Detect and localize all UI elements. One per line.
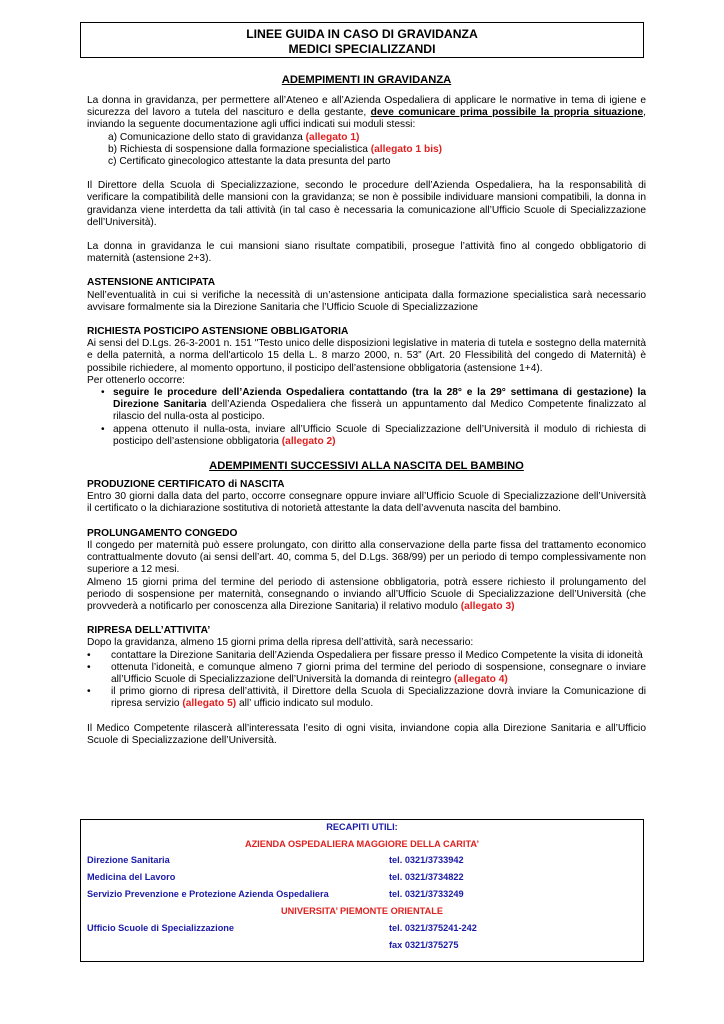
ripresa-bullet-2-text: ottenuta l’idoneità, e comunque almeno 7 giorni prima del termine del periodo di sospensione, consegnare o inviare all’Ufficio Scuole di Specializzazione dell’Università la domanda di reintegro: [111, 661, 646, 685]
contacts-title: RECAPITI UTILI:: [326, 822, 398, 832]
intro-emphasis: deve comunicare prima possibile la propria situazione: [370, 107, 644, 119]
doc-item-a: [87, 132, 646, 144]
director-paragraph: Il Direttore della Scuola di Specializzazione, secondo le procedure dell’Azienda Ospedaliera, ha la responsabilità di verificare la compatibilità delle mansioni con la gravidanza; se non è possibile individuare mansioni compatibili, la donna in gravidanza viene interdetta da tali attività (in tal caso è necessaria la comunicazione all’Ufficio Scuole di Specializzazione dell’Università).: [87, 180, 646, 228]
subheading-ripresa: RIPRESA DELL’ATTIVITA’: [87, 625, 211, 637]
subheading-anticipata: ASTENSIONE ANTICIPATA: [87, 277, 216, 289]
closing-paragraph: Il Medico Competente rilascerà all’interessata l’esito di ogni visita, inviandone copia alla Direzione Sanitaria e all’Ufficio Scuole di Specializzazione dell’Università.: [87, 722, 646, 746]
posticipo-bullet-1: [87, 387, 646, 424]
doc-item-b-text: b) Richiesta di sospensione dalla formazione specialistica: [108, 143, 371, 155]
header-subtitle: MEDICI SPECIALIZZANDI: [288, 42, 436, 56]
header-title: LINEE GUIDA IN CASO DI GRAVIDANZA: [246, 27, 478, 41]
contacts-box: [80, 819, 644, 962]
ripresa-bullet-2: [87, 662, 646, 686]
ripresa-bullet-1-text: contattare la Direzione Sanitaria dell’Azienda Ospedaliera per fissare presso il Medico Competente la visita di idoneità: [111, 649, 643, 661]
intro-paragraph: [87, 95, 646, 132]
attachment-ref-1: (allegato 1): [305, 131, 360, 143]
doc-item-c: c) Certificato ginecologico attestante la data presunta del parto: [108, 156, 391, 168]
bullet-dot-icon: •: [87, 649, 91, 661]
contacts-org-universita: UNIVERSITA’ PIEMONTE ORIENTALE: [281, 906, 443, 916]
bullet-dot-icon: •: [101, 423, 105, 435]
ripresa-bullet-1: [87, 650, 646, 662]
doc-item-b: [87, 144, 646, 156]
posticipo-lead: Per ottenerlo occorre:: [87, 374, 185, 386]
attachment-ref-2: (allegato 2): [281, 435, 336, 447]
contact-tel-prevenzione: tel. 0321/3733249: [389, 889, 464, 899]
ripresa-bullet-3: [87, 686, 646, 710]
posticipo-bullet-1-bold: seguire le procedure dell’Azienda Ospedaliera contattando (tra la 28° e la 29° settimana di gestazione) la Direzione Sanitaria: [113, 387, 646, 411]
contact-tel-ufficio-scuole: tel. 0321/375241-242: [389, 923, 477, 933]
posticipo-bullet-1-text: dell’Azienda Ospedaliera che fisserà un appuntamento dal Medico Competente finalizzato al rilascio del nulla-osta al posticipo.: [113, 399, 647, 423]
posticipo-bullet-2-text: appena ottenuto il nulla-osta, inviare all’Ufficio Scuole di Specializzazione dell’Università il modulo di richiesta di posticipo dell’astensione obbligatoria: [113, 423, 646, 447]
attachment-ref-3: (allegato 3): [460, 600, 515, 612]
section-title-gravidanza: ADEMPIMENTI IN GRAVIDANZA: [281, 74, 452, 86]
compatible-paragraph: La donna in gravidanza le cui mansioni siano risultate compatibili, prosegue l’attività fino al congedo obbligatorio di maternità (astensione 2+3).: [87, 241, 646, 265]
contact-row-prevenzione: Servizio Prevenzione e Protezione Azienda Ospedaliera: [87, 889, 329, 899]
document-header: [80, 22, 644, 58]
ripresa-bullet-3-end: all’ ufficio indicato sul modulo.: [236, 698, 374, 710]
ripresa-bullet-3-text: il primo giorno di ripresa dell’attività, il Direttore della Scuola di Specializzazione dovrà inviare la Comunicazione di ripresa servizio: [111, 686, 646, 710]
certificato-paragraph: Entro 30 giorni dalla data del parto, occorre consegnare oppure inviare all’Ufficio Scuole di Specializzazione dell’Università il certificato o la dichiarazione sostitutiva di notorietà attestante la data dell’avvenuta nascita del bambino.: [87, 491, 646, 515]
anticipata-paragraph: Nell’eventualità in cui si verifiche la necessità di un’astensione anticipata dalla formazione specialistica sarà necessario avvisare formalmente sia la Direzione Sanitaria che l’Ufficio Scuole di Specializzazione: [87, 289, 646, 313]
contact-row-ufficio-scuole: Ufficio Scuole di Specializzazione: [87, 923, 235, 933]
intro-text: La donna in gravidanza, per permettere all’Ateneo e all’Azienda Ospedaliera di applicare le normative in tema di igiene e sicurezza del lavoro a tutela del nascituro e della gestante,: [87, 95, 646, 119]
subheading-certificato: PRODUZIONE CERTIFICATO di NASCITA: [87, 479, 285, 491]
subheading-prolungamento: PROLUNGAMENTO CONGEDO: [87, 527, 238, 539]
ripresa-intro: Dopo la gravidanza, almeno 15 giorni prima della ripresa dell’attività, sarà necessario:: [87, 637, 474, 649]
bullet-dot-icon: •: [87, 686, 91, 698]
attachment-ref-5: (allegato 5): [182, 698, 237, 710]
attachment-ref-4: (allegato 4): [453, 673, 508, 685]
doc-item-a-text: a) Comunicazione dello stato di gravidanza: [108, 131, 306, 143]
contact-row-medicina: Medicina del Lavoro: [87, 872, 176, 882]
prolungamento-text: Almeno 15 giorni prima del termine del periodo di astensione obbligatoria, potrà essere richiesto il prolungamento del periodo di sospensione per maternità, consegnando o inviando all’Ufficio Scuole di Specializzazione dell’Università (che provvederà a notificarlo per conoscenza alla Direzione Sanitaria) il relativo modulo: [87, 576, 646, 612]
document-body: [87, 74, 646, 747]
section-title-nascita: ADEMPIMENTI SUCCESSIVI ALLA NASCITA DEL BAMBINO: [209, 460, 524, 473]
posticipo-bullet-2: [87, 424, 646, 448]
attachment-ref-1bis: (allegato 1 bis): [370, 143, 443, 155]
contact-tel-direzione: tel. 0321/3733942: [389, 855, 464, 865]
prolungamento-paragraph-2: [87, 577, 646, 614]
bullet-dot-icon: •: [101, 387, 105, 399]
contact-fax-ufficio-scuole: fax 0321/375275: [389, 940, 459, 950]
subheading-posticipo: RICHIESTA POSTICIPO ASTENSIONE OBBLIGATORIA: [87, 326, 349, 338]
contact-tel-medicina: tel. 0321/3734822: [389, 872, 464, 882]
contacts-org-azienda: AZIENDA OSPEDALIERA MAGGIORE DELLA CARITA’: [244, 839, 480, 849]
intro-text-end: , inviando la seguente documentazione agli uffici indicati sui moduli stessi:: [87, 107, 646, 131]
contact-row-direzione: Direzione Sanitaria: [87, 855, 170, 865]
posticipo-paragraph: Ai sensi del D.Lgs. 26-3-2001 n. 151 "Testo unico delle disposizioni legislative in materia di tutela e sostegno della maternità e della paternità, a norma dell'articolo 15 della L. 8 marzo 2000, n. 53” (Art. 20 Flessibilità del congedo di Maternità) è possibile richiedere, al momento opportuno, il posticipo dell’astensione obbligatoria (astensione 1+4).: [87, 338, 646, 374]
bullet-dot-icon: •: [87, 661, 91, 673]
prolungamento-paragraph-1: Il congedo per maternità può essere prolungato, con diritto alla conservazione della parte fissa del trattamento economico contrattualmente dovuto (ai sensi dell’art. 40, comma 5, del D.Lgs. 368/99) per un periodo di tempo complessivamente non superiore a 12 mesi.: [87, 539, 646, 576]
